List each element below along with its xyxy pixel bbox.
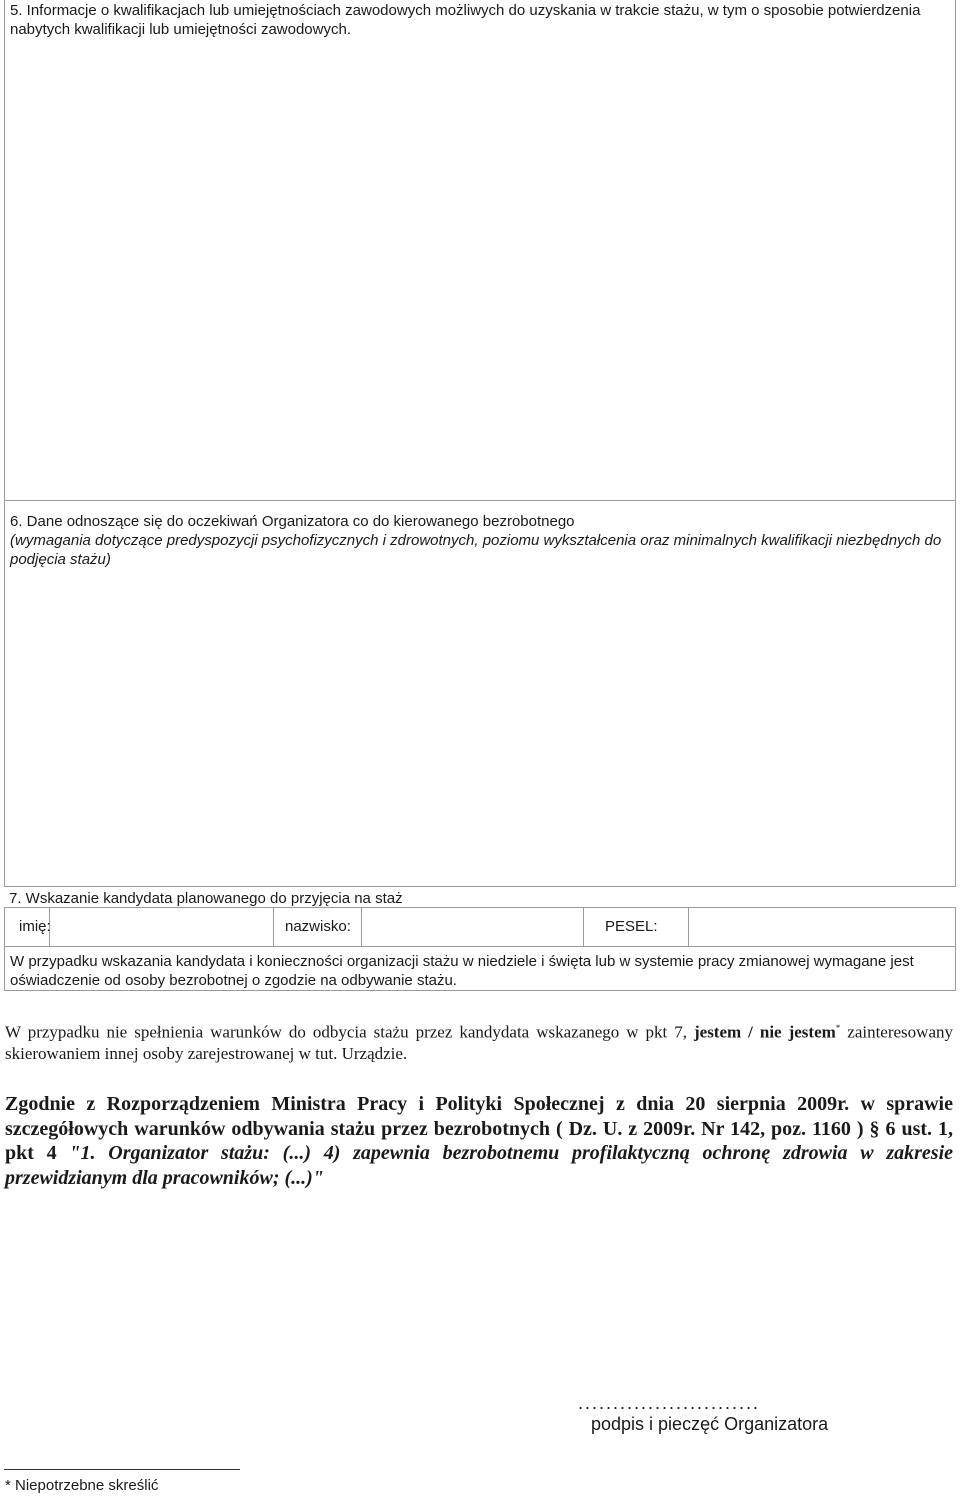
- footnote-divider: [4, 1469, 240, 1470]
- first-name-field[interactable]: [50, 908, 274, 946]
- section-6-box: [4, 500, 956, 887]
- signature-line: ..........................: [578, 1393, 761, 1413]
- last-name-label-cell: [274, 908, 362, 946]
- first-name-label-cell: [5, 908, 50, 946]
- replacement-text-part1: W przypadku nie spełnienia warunków do odbycia stażu przez kandydata wskazanego w pkt 7,: [5, 1022, 694, 1042]
- candidate-table: [4, 907, 956, 991]
- section-7-title: 7. Wskazanie kandydata planowanego do przyjęcia na staż: [9, 890, 403, 907]
- replacement-text-part2: zainteresowany skierowaniem innej osoby zarejestrowanej w tut. Urządzie.: [5, 1022, 953, 1063]
- pesel-field[interactable]: [689, 908, 955, 946]
- section-6-note: (wymagania dotyczące predyspozycji psychofizycznych i zdrowotnych, poziomu wykształcenia oraz minimalnych kwalifikacji niezbędnych do podjęcia stażu): [10, 532, 942, 568]
- signature-label: podpis i pieczęć Organizatora: [591, 1414, 829, 1434]
- asterisk-mark: *: [835, 1023, 841, 1033]
- section-7-note: W przypadku wskazania kandydata i konieczności organizacji stażu w niedziele i święta lub w systemie pracy zmianowej wymagane jest oświadczenie od osoby bezrobotnej o zgodzie na odbywanie stażu.: [10, 953, 914, 989]
- regulation-paragraph: [5, 1092, 953, 1190]
- section-5-text: 5. Informacje o kwalifikacjach lub umiejętnościach zawodowych możliwych do uzyskania w trakcie stażu, w tym o sposobie potwierdzenia nabytych kwalifikacji lub umiejętności zawodowych.: [10, 2, 921, 38]
- last-name-field[interactable]: [362, 908, 584, 946]
- footnote: * Niepotrzebne skreślić: [5, 1477, 159, 1494]
- table-divider: [5, 946, 955, 947]
- pesel-label: PESEL:: [605, 918, 658, 935]
- section-5-box: [4, 0, 956, 501]
- regulation-text: Zgodnie z Rozporządzeniem Ministra Pracy i Polityki Społecznej z dnia 20 sierpnia 2009r. w sprawie szczegółowych warunków odbywania stażu przez bezrobotnych ( Dz. U. z 2009r. Nr 142, poz. 1160 ) § 6 ust. 1, pkt 4: [5, 1093, 953, 1164]
- first-name-label: imię:: [19, 918, 51, 935]
- section-6-heading: 6. Dane odnoszące się do oczekiwań Organizatora co do kierowanego bezrobotnego: [10, 513, 575, 530]
- replacement-paragraph: [5, 1018, 953, 1064]
- regulation-quote: "1. Organizator stażu: (...) 4) zapewnia bezrobotnemu profilaktyczną ochronę zdrowia w zakresie przewidzianym dla pracowników; (...)": [5, 1142, 954, 1189]
- pesel-label-cell: [584, 908, 689, 946]
- interest-choice[interactable]: jestem / nie jestem: [693, 1022, 836, 1042]
- last-name-label: nazwisko:: [285, 918, 351, 935]
